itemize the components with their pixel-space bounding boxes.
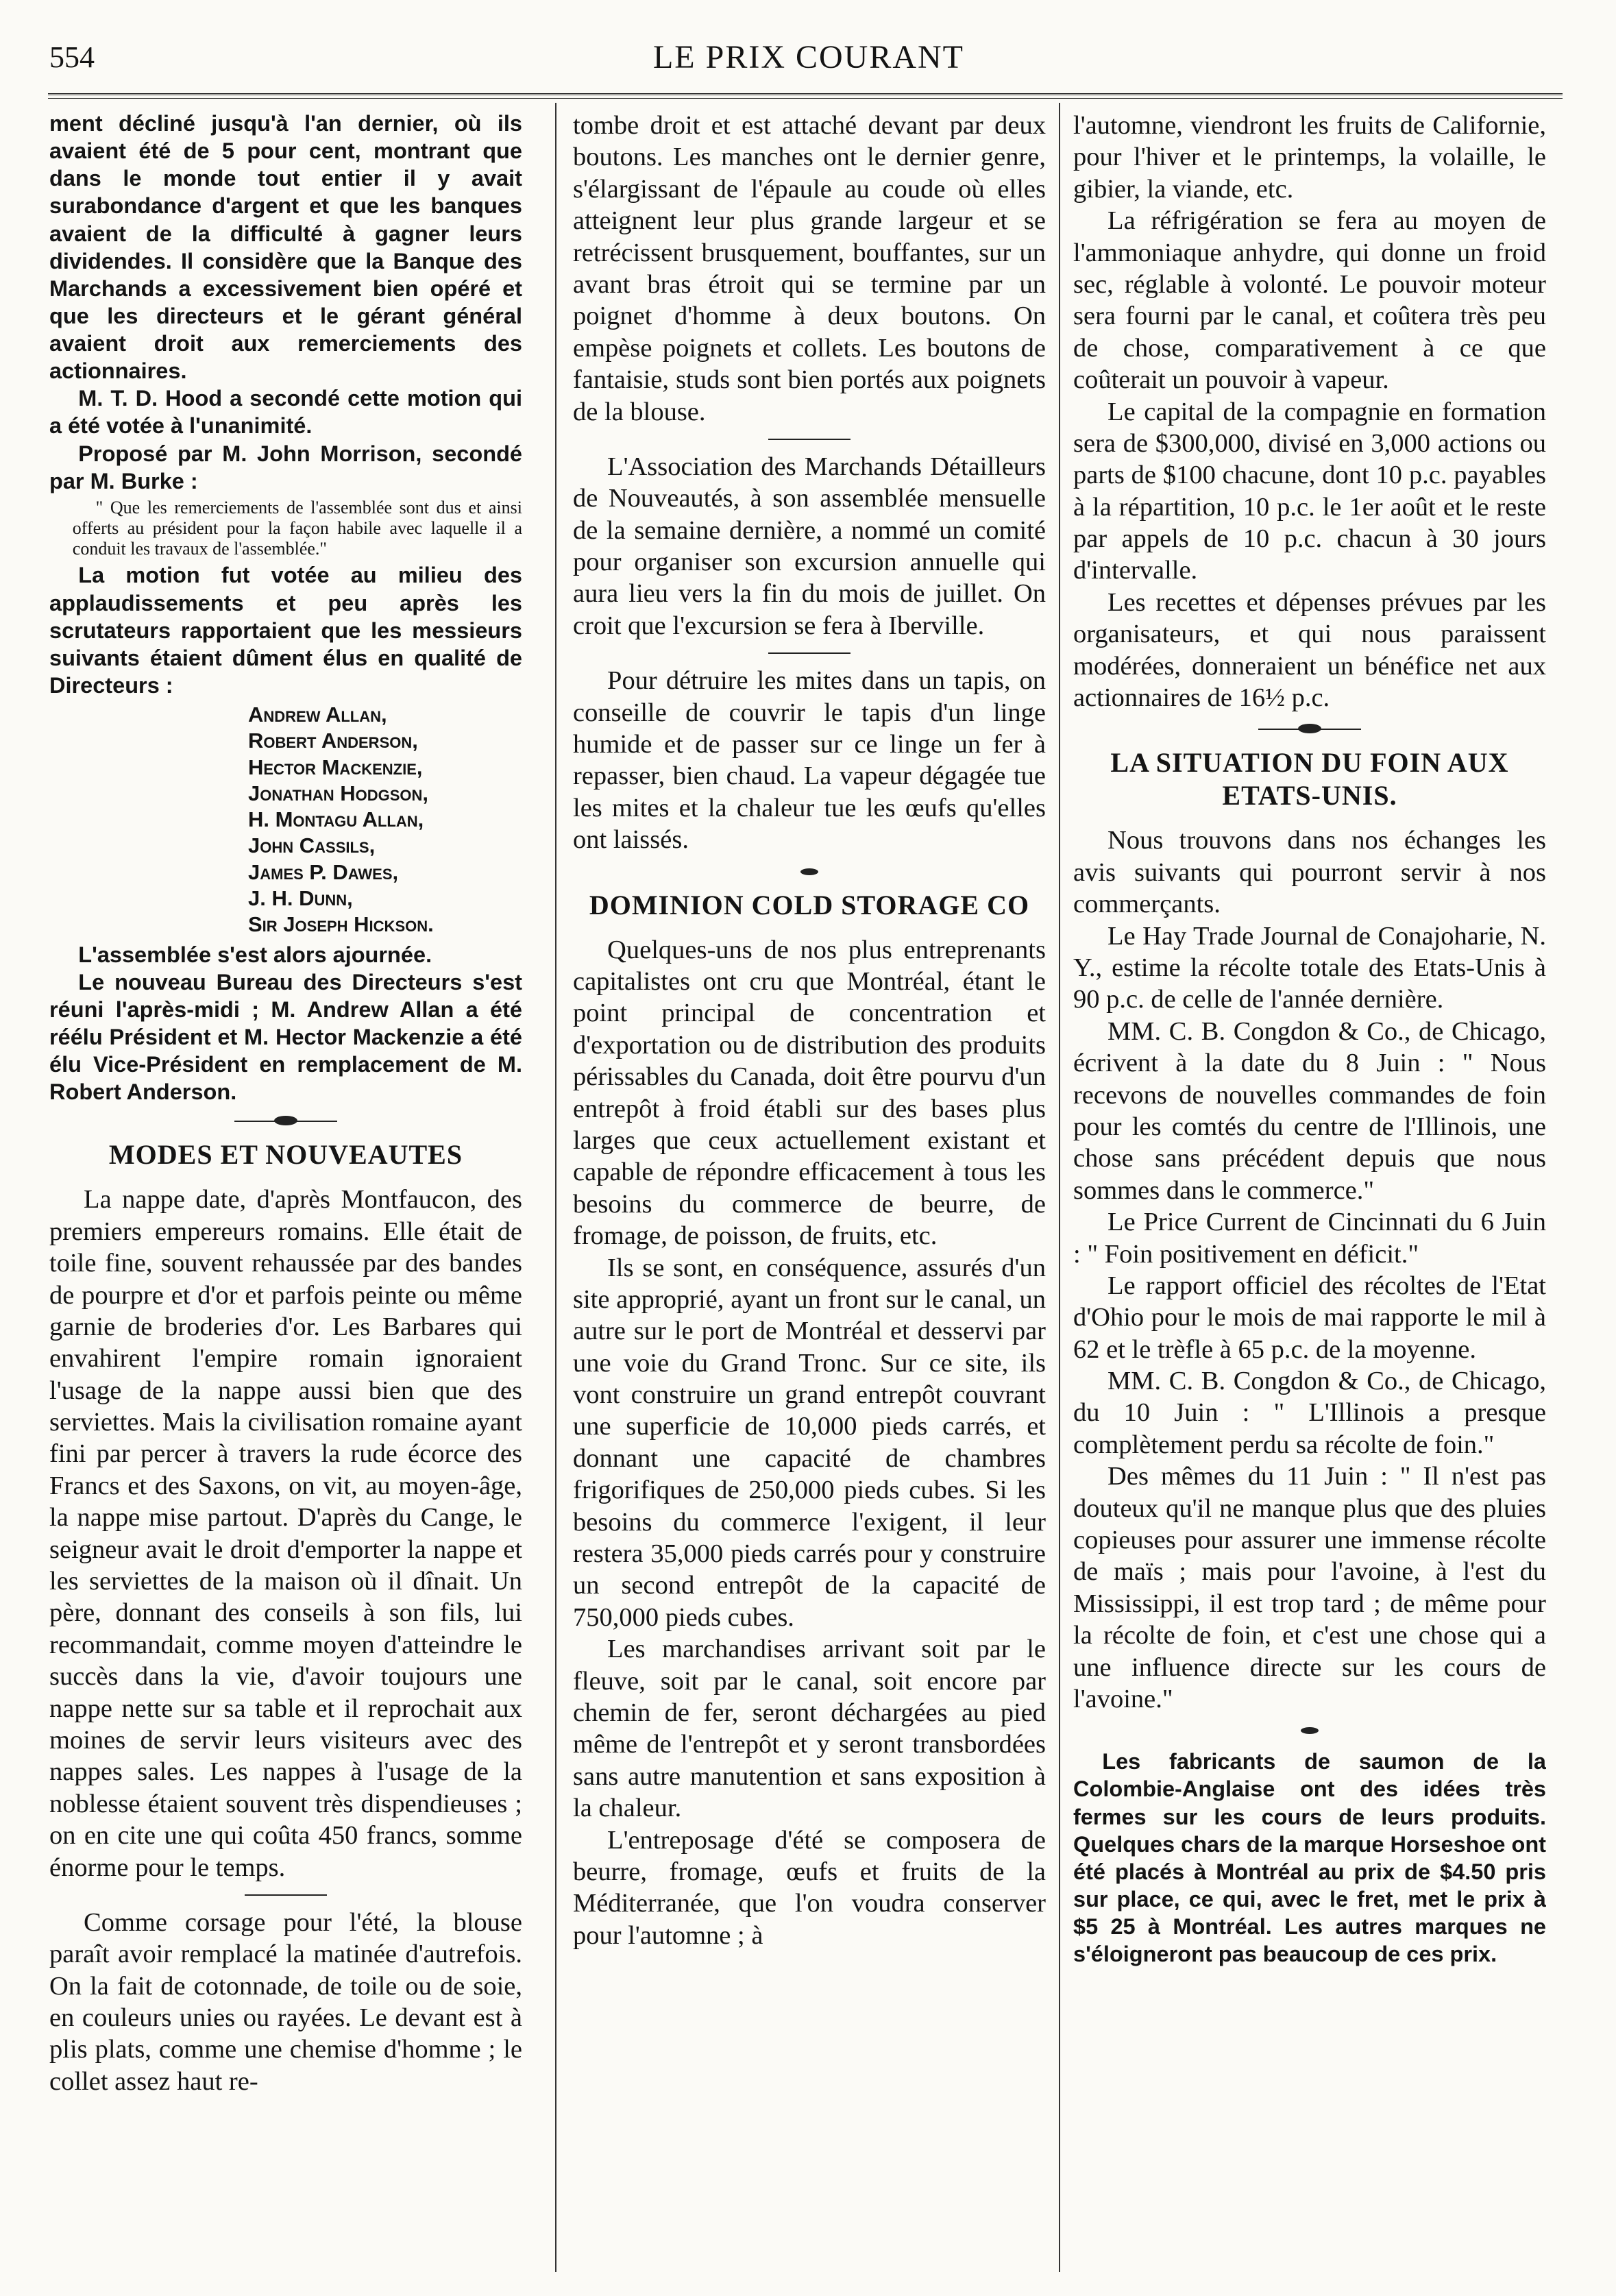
paragraph-capital: Le capital de la compagnie en formation sera de $300,000, divisé en 3,000 actions ou parts de $100 chacune, dont 10 p.c. payables à la répartition, 10 p.c. le 1er août et le reste par appels de 10 p.c. chacun à 30 jours d'intervalle. — [1073, 397, 1546, 585]
directors-list — [49, 702, 522, 938]
page-number: 554 — [49, 40, 95, 74]
paragraph-ohio-report: Le rapport officiel des récoltes de l'Etat d'Ohio pour le mois de mai rapporte le mil à 62 et le trèfle à 65 p.c. de la moyenne. — [1073, 1271, 1546, 1364]
paragraph-exchanges: Nous trouvons dans nos échanges les avis suivants qui pourront servir à nos commerçants. — [1073, 826, 1546, 919]
section-separator — [758, 866, 861, 878]
director-name: Jonathan Hodgson, — [248, 781, 428, 805]
heading-hay-situation: LA SITUATION DU FOIN AUX ETATS-UNIS. — [1110, 747, 1509, 811]
paragraph-proposal: Proposé par M. John Morrison, secondé par M. Burke : — [49, 441, 522, 493]
paragraph-refrigeration: La réfrigération se fera au moyen de l'ammoniaque anhydre, qui donne un froid sec, réglable à volonté. Le pouvoir moteur sera fourni par le canal, et coûtera très peu de chose, comparativement à ce que coûterait un pouvoir à vapeur. — [1073, 206, 1546, 395]
heading-modes: MODES ET NOUVEAUTES — [108, 1139, 463, 1171]
section-separator — [1258, 723, 1361, 735]
paragraph-bank-report: ment décliné jusqu'à l'an dernier, où ils avaient été de 5 pour cent, montrant que dans le monde tout entier il y avait surabondance d'argent et que les banques avaient de la difficulté à gagner leurs dividendes. Il considère que la Banque des Marchands a excessivement bien opéré et que les directeurs et le gérant général avaient droit aux remerciements des actionnaires. — [49, 111, 522, 384]
paragraph-hay-journal: Le Hay Trade Journal de Conajoharie, N. Y., estime la récolte totale des Etats-Unis à 90 p.c. de celle de l'année dernière. — [1073, 921, 1546, 1014]
heading-dominion-cold-storage: DOMINION COLD STORAGE CO — [589, 889, 1030, 920]
paragraph-association: L'Association des Marchands Détailleurs de Nouveautés, à son assemblée mensuelle de la semaine dernière, a nommé un comité pour organiser son excursion annuelle qui aura lieu vers la fin du mois de juillet. On croit que l'excursion se fera à Iberville. — [573, 452, 1046, 640]
director-name: J. H. Dunn, — [248, 886, 353, 911]
paragraph-blouse: tombe droit et est attaché devant par deux boutons. Les manches ont le dernier genre, s'élargissant de l'épaule au coude où elles atteignent leur plus grande largeur et se retrécissent brusquement, bouffantes, sur un avant bras étroit qui se termine par un poignet d'homme à deux boutons. On empèse poignets et collets. Les boutons de fantaisie, studs sont bien portés aux poignets de la blouse. — [573, 111, 1046, 426]
paragraph-congdon-8-june: MM. C. B. Congdon & Co., de Chicago, écrivent à la date du 8 Juin : " Nous recevons de nouvelles commandes de foin pour les comtés du centre de l'Illinois, une chose sans précédent depuis que nous sommes dans le commerce." — [1073, 1016, 1546, 1205]
paragraph-summer-storage: L'entreposage d'été se composera de beurre, fromage, œufs et fruits de la Méditerranée, que l'on voudra conserver pour l'automne ; à — [573, 1825, 1046, 1950]
director-name: Robert Anderson, — [248, 729, 418, 753]
resolution-quote: " Que les remerciements de l'assemblée sont dus et ainsi offerts au président pour la façon habile avec laquelle il a conduit les travaux de l'assemblée." — [72, 497, 522, 559]
paragraph-congdon-10-june: MM. C. B. Congdon & Co., de Chicago, du 10 Juin : " L'Illinois a presque complètement perdu sa récolte de foin." — [1073, 1367, 1546, 1459]
short-rule — [768, 439, 850, 440]
director-name: Hector Mackenzie, — [248, 755, 423, 779]
page-header — [41, 36, 1576, 84]
paragraph-corsage: Comme corsage pour l'été, la blouse paraît avoir remplacé la matinée d'autrefois. On la fait de cotonnade, de toile ou de soie, en couleurs unies ou rayées. Le devant est à plis plats, comme une chemise d'homme ; le collet assez haut re- — [49, 1907, 522, 2096]
paragraph-hood-motion: M. T. D. Hood a secondé cette motion qui a été votée à l'unanimité. — [49, 386, 522, 439]
paragraph-capitalists: Quelques-uns de nos plus entreprenants capitalistes ont cru que Montréal, étant le point principal de concentration et d'exportation ou de distribution des produits périssables du Canada, doit être pourvu d'un entrepôt à froid établi sur des bases plus larges que ceux actuellement existant et capable de répondre efficacement à tous les besoins du commerce de beurre, de fromage, de poisson, de fruits, etc. — [573, 935, 1046, 1251]
director-name: John Cassils, — [248, 833, 376, 858]
director-name: Andrew Allan, — [248, 703, 387, 727]
paragraph-nappe: La nappe date, d'après Montfaucon, des premiers empereurs romains. Elle était de toile fine, souvent rehaussée par des bandes de pourpre et d'or et parfois peinte ou même garnie de broderies d'or. Les Barbares qui envahirent l'empire romain ignoraient l'usage de la nappe aussi bien que des serviettes. Mais la civilisation romaine ayant fini par percer à travers la rude écorce des Francs et des Saxons, on vit, au moyen-âge, la nappe mise partout. D'après du Cange, le seigneur avait le droit d'emporter la nappe et les serviettes de la maison où il dînait. Un père, donnant des conseils à son fils, lui recommandait, comme moyen d'atteindre le succès dans la vie, d'avoir toujours une nappe nette sur sa table et il reprochait aux moines de servir leurs visiteurs avec des nappes sales. Les nappes à l'usage de la noblesse étaient souvent très dispendieuses ; on en cite une qui coûta 450 francs, somme énorme pour le temps. — [49, 1185, 522, 1882]
paragraph-vote: La motion fut votée au milieu des applaudissements et peu après les scrutateurs rapportaient que les messieurs suivants étaient dûment élus en qualité de Directeurs : — [49, 563, 522, 698]
paragraph-autumn: l'automne, viendront les fruits de Californie, pour l'hiver et le printemps, la volaille, le gibier, la viande, etc. — [1073, 111, 1546, 204]
paragraph-merchandise: Les marchandises arrivant soit par le fleuve, soit par le canal, soit encore par chemin de fer, seront déchargées au pied même de l'entrepôt et y seront transbordées sans autre manutention et sans exposition à la chaleur. — [573, 1635, 1046, 1823]
short-rule — [768, 652, 850, 654]
director-name: H. Montagu Allan, — [248, 807, 424, 832]
column-3 — [1073, 110, 1546, 2275]
header-rule — [48, 93, 1563, 99]
director-name: James P. Dawes, — [248, 859, 399, 884]
column-divider-1 — [555, 103, 556, 2272]
short-rule — [245, 1894, 327, 1896]
column-1 — [49, 110, 522, 2275]
newspaper-title: LE PRIX COURANT — [652, 39, 964, 75]
director-name: Sir Joseph Hickson. — [248, 912, 434, 937]
paragraph-new-bureau: Le nouveau Bureau des Directeurs s'est réuni l'après-midi ; M. Andrew Allan a été réélu Président et M. Hector Mackenzie a été élu Vice-Président en remplacement de M. Robert Anderson. — [49, 969, 522, 1105]
paragraph-adjourned: L'assemblée s'est alors ajournée. — [78, 942, 432, 967]
column-2 — [573, 110, 1046, 2275]
paragraph-price-current: Le Price Current de Cincinnati du 6 Juin : " Foin positivement en déficit." — [1073, 1208, 1546, 1269]
paragraph-salmon: Les fabricants de saumon de la Colombie-Anglaise ont des idées très fermes sur les cours de leurs produits. Quelques chars de la marque Horseshoe ont été placés à Montréal au prix de $4.50 pris sur place, ce qui, avec le fret, met le prix à $5 25 à Montréal. Les autres marques ne s'éloigneront pas beaucoup de ces prix. — [1073, 1749, 1546, 1967]
paragraph-11-june: Des mêmes du 11 Juin : " Il n'est pas douteux qu'il ne manque plus que des pluies copieuses pour assurer une immense récolte de maïs ; mais pour l'avoine, à l'est du Mississippi, il est trop tard ; de même pour la récolte de foin, et c'est une chose qui a une influence directe sur les cours de l'avoine." — [1073, 1462, 1546, 1713]
section-separator — [1258, 1724, 1361, 1737]
paragraph-mites: Pour détruire les mites dans un tapis, on conseille de couvrir le tapis d'un linge humide et de passer sur ce linge un fer à repasser, bien chaud. La vapeur dégagée tue les mites et la chaleur tue les œufs qu'elles ont laissés. — [573, 666, 1046, 855]
paragraph-revenues: Les recettes et dépenses prévues par les organisateurs, et qui nous paraissent modérées, donneraient un bénéfice net aux actionnaires de 16½ p.c. — [1073, 587, 1546, 713]
column-divider-2 — [1059, 103, 1060, 2272]
paragraph-site: Ils se sont, en conséquence, assurés d'un site approprié, ayant un front sur le canal, un autre sur le port de Montréal et desservi par une voie du Grand Tronc. Sur ce site, ils vont construire un grand entrepôt couvrant une superficie de 10,000 pieds carrés, et donnant une capacité de chambres frigorifiques de 250,000 pieds cubes. Si les besoins du commerce l'exigent, il leur restera 35,000 pieds carrés pour y construire un second entrepôt de la capacité de 750,000 pieds cubes. — [573, 1253, 1046, 1632]
section-separator — [234, 1115, 337, 1127]
